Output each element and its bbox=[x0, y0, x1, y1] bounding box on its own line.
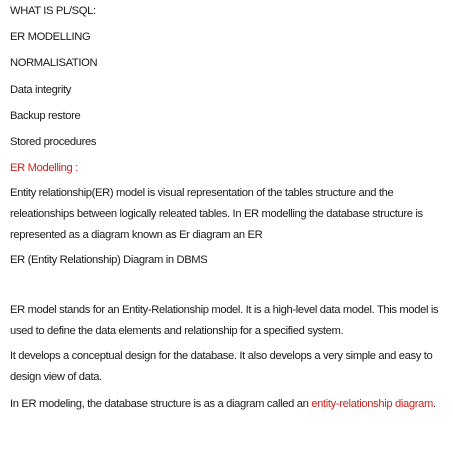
topic-data-integrity: Data integrity bbox=[10, 84, 72, 96]
paragraph-4-line-1: It develops a conceptual design for the database. It also develops a very simple and easy to bbox=[10, 350, 433, 362]
topic-stored-procedures: Stored procedures bbox=[10, 136, 97, 148]
section-heading: ER Modelling : bbox=[10, 162, 78, 174]
paragraph-1-line-3: represented as a diagram known as Er diagram an ER bbox=[10, 229, 263, 241]
paragraph-5-end: . bbox=[433, 398, 436, 410]
paragraph-5-text: In ER modeling, the database structure is as a diagram called an bbox=[10, 398, 312, 410]
paragraph-1-line-1: Entity relationship(ER) model is visual representation of the tables structure and the bbox=[10, 187, 394, 199]
paragraph-4-line-2: design view of data. bbox=[10, 371, 102, 383]
paragraph-2: ER (Entity Relationship) Diagram in DBMS bbox=[10, 254, 208, 266]
er-diagram-link: entity-relationship diagram bbox=[311, 398, 434, 410]
paragraph-3-line-1: ER model stands for an Entity-Relationship model. It is a high-level data model. This model is bbox=[10, 304, 439, 316]
topic-plsql: WHAT IS PL/SQL: bbox=[10, 5, 96, 17]
topic-backup-restore: Backup restore bbox=[10, 110, 81, 122]
paragraph-1-line-2: releationships between logically releated tables. In ER modelling the database structure is bbox=[10, 208, 423, 220]
paragraph-5 bbox=[10, 397, 436, 411]
paragraph-3-line-2: used to define the data elements and relationship for a specified system. bbox=[10, 325, 344, 337]
topic-normalisation: NORMALISATION bbox=[10, 57, 98, 69]
topic-er-modelling: ER MODELLING bbox=[10, 31, 91, 43]
